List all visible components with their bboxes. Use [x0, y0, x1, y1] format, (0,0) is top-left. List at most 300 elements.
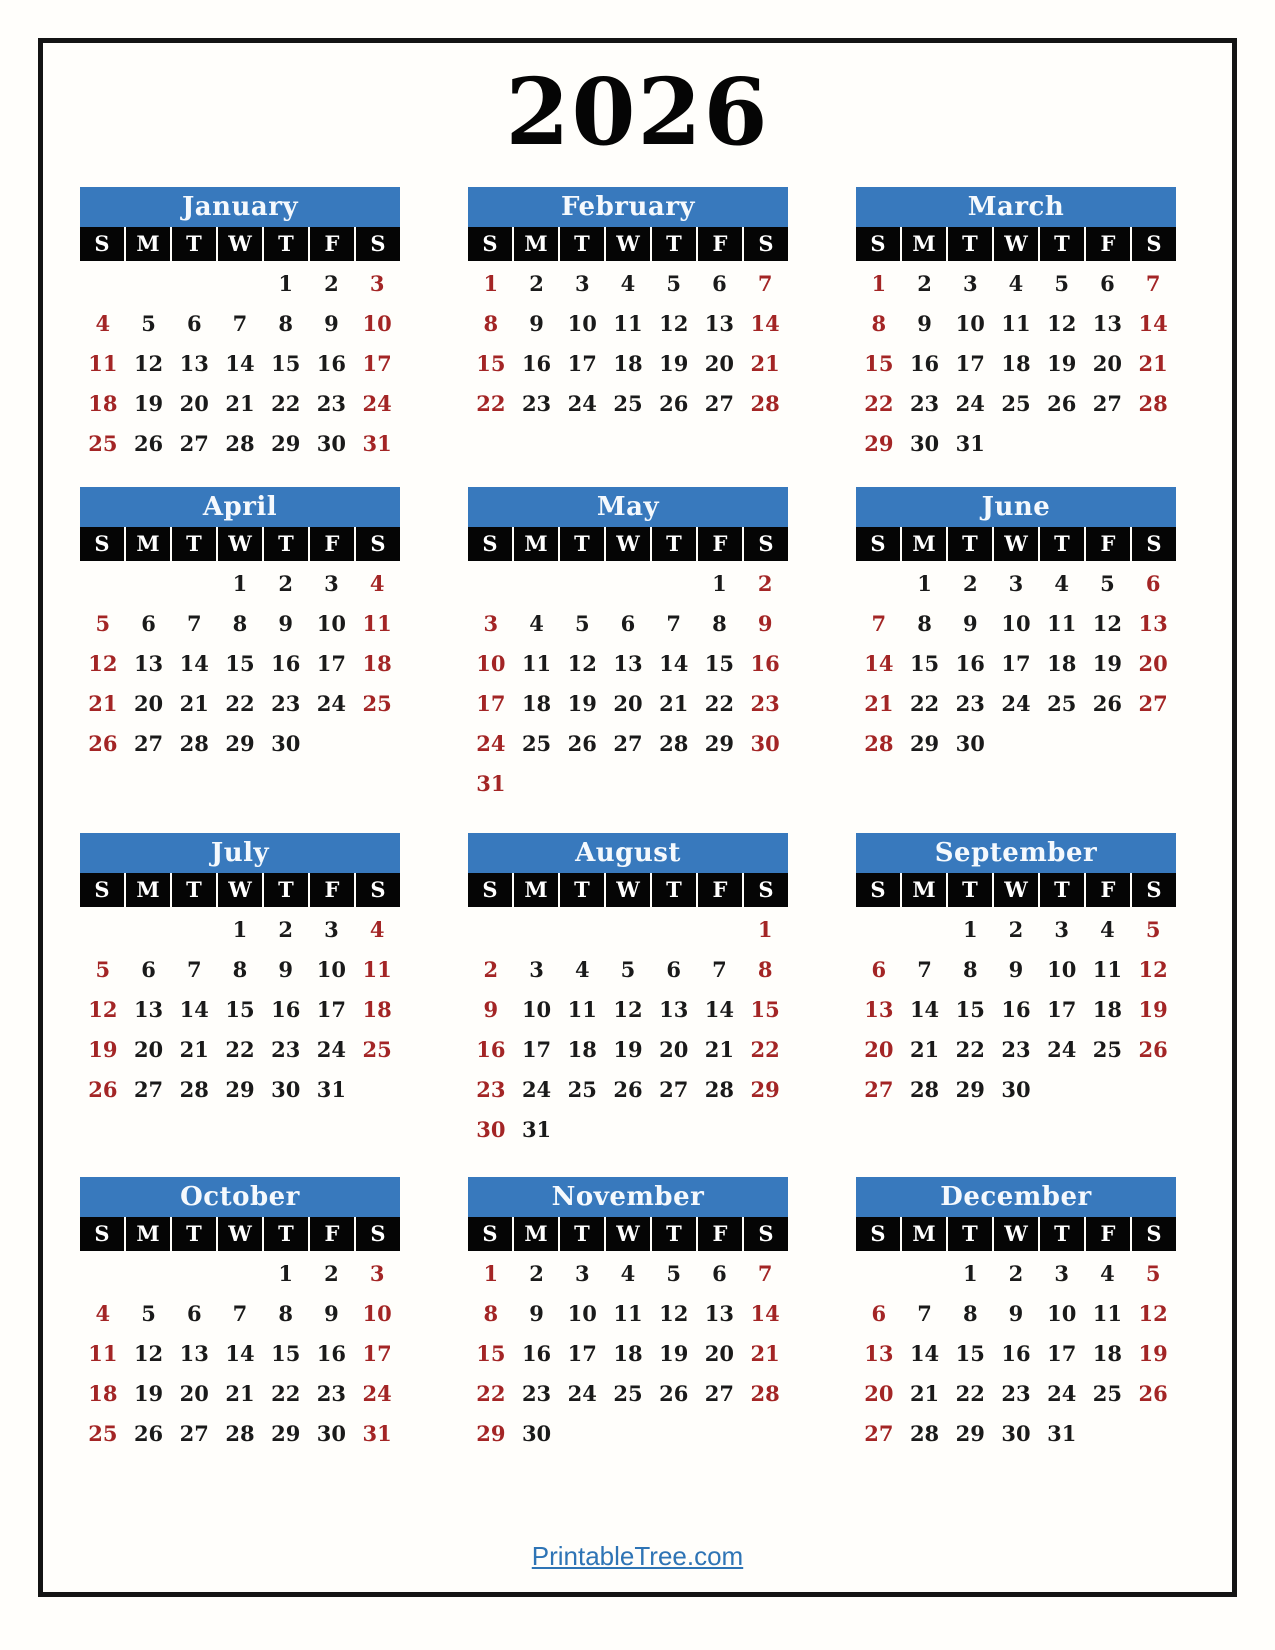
weekday-header-row: [80, 527, 400, 561]
day-cell: 17: [1047, 997, 1077, 1022]
day-cell: 18: [567, 1037, 597, 1062]
day-cell: 31: [521, 1117, 552, 1142]
day-cell: 22: [750, 1037, 780, 1062]
day-cell: 26: [567, 731, 597, 756]
weekday-label: T: [560, 873, 604, 907]
day-cell-empty: [559, 1414, 605, 1454]
day-cell: 31: [362, 431, 392, 456]
day-cell-empty: [514, 564, 560, 604]
days-grid: [468, 907, 788, 1150]
day-cell: 23: [1001, 1381, 1031, 1406]
day-cell-empty: [993, 724, 1039, 764]
day-cell: 11: [613, 311, 643, 336]
weekday-label: F: [1086, 873, 1130, 907]
day-cell: 18: [88, 391, 118, 416]
weekday-label: S: [356, 527, 400, 561]
day-cell: 10: [567, 311, 597, 336]
days-grid: [80, 261, 400, 464]
day-cell: 2: [324, 1261, 339, 1286]
day-cell: 13: [1092, 311, 1123, 336]
day-cell: 5: [620, 957, 636, 982]
day-cell: 9: [1008, 957, 1024, 982]
day-cell: 29: [271, 1421, 301, 1446]
day-cell: 11: [1001, 311, 1031, 336]
day-cell: 19: [567, 691, 597, 716]
day-cell-empty: [1039, 1070, 1085, 1110]
days-grid: [80, 907, 400, 1110]
day-cell: 15: [955, 1341, 985, 1366]
weekday-label: M: [126, 873, 170, 907]
day-cell: 25: [1092, 1381, 1123, 1406]
day-cell-empty: [309, 724, 355, 764]
day-cell: 28: [225, 431, 255, 456]
month-title: June: [856, 487, 1176, 527]
weekday-label: T: [652, 227, 696, 261]
day-cell: 30: [521, 1421, 552, 1446]
day-cell: 1: [917, 571, 932, 596]
day-cell: 4: [574, 957, 590, 982]
month-title: December: [856, 1177, 1176, 1217]
weekday-label: W: [218, 1217, 262, 1251]
day-cell: 9: [962, 611, 978, 636]
day-cell: 24: [955, 391, 985, 416]
day-cell: 18: [88, 1381, 118, 1406]
day-cell: 27: [704, 1381, 735, 1406]
day-cell: 31: [316, 1077, 347, 1102]
weekday-label: F: [310, 527, 354, 561]
weekday-label: S: [80, 873, 124, 907]
day-cell: 22: [271, 391, 301, 416]
day-cell: 5: [666, 271, 682, 296]
day-cell-empty: [1130, 1414, 1176, 1454]
month-september: [856, 833, 1176, 1110]
day-cell: 20: [864, 1381, 894, 1406]
day-cell: 31: [362, 1421, 392, 1446]
day-cell: 8: [712, 611, 727, 636]
weekday-label: M: [514, 873, 558, 907]
day-cell: 9: [1008, 1301, 1024, 1326]
day-cell: 19: [1138, 1341, 1168, 1366]
day-cell: 7: [666, 611, 682, 636]
day-cell: 17: [1047, 1341, 1077, 1366]
day-cell: 14: [864, 651, 894, 676]
day-cell: 28: [864, 731, 894, 756]
day-cell: 22: [864, 391, 894, 416]
month-february: [468, 187, 788, 424]
day-cell: 11: [1092, 957, 1123, 982]
day-cell: 29: [225, 1077, 255, 1102]
day-cell: 23: [316, 1381, 347, 1406]
day-cell: 12: [1138, 957, 1168, 982]
weekday-label: T: [560, 527, 604, 561]
day-cell: 25: [613, 391, 643, 416]
day-cell: 5: [666, 1261, 682, 1286]
month-january: [80, 187, 400, 464]
weekday-label: T: [264, 873, 308, 907]
day-cell: 30: [1001, 1421, 1031, 1446]
days-grid: [80, 561, 400, 764]
day-cell: 27: [179, 1421, 209, 1446]
day-cell: 17: [567, 1341, 597, 1366]
day-cell: 23: [955, 691, 985, 716]
weekday-label: S: [856, 1217, 900, 1251]
day-cell: 12: [133, 351, 164, 376]
day-cell: 2: [1008, 1261, 1024, 1286]
day-cell: 11: [88, 351, 118, 376]
day-cell-empty: [651, 910, 697, 950]
weekday-label: F: [310, 873, 354, 907]
day-cell: 21: [88, 691, 118, 716]
month-title: March: [856, 187, 1176, 227]
day-cell: 12: [88, 997, 118, 1022]
day-cell: 28: [179, 1077, 209, 1102]
day-cell-empty: [126, 1254, 172, 1294]
day-cell: 21: [225, 1381, 255, 1406]
month-march: [856, 187, 1176, 464]
day-cell: 23: [521, 391, 552, 416]
day-cell-empty: [605, 1414, 651, 1454]
month-title: February: [468, 187, 788, 227]
month-title: May: [468, 487, 788, 527]
day-cell: 9: [529, 1301, 544, 1326]
day-cell: 25: [1047, 691, 1077, 716]
weekday-label: W: [606, 1217, 650, 1251]
month-october: [80, 1177, 400, 1454]
day-cell: 13: [133, 651, 164, 676]
month-title: November: [468, 1177, 788, 1217]
day-cell: 3: [529, 957, 544, 982]
day-cell: 13: [704, 1301, 735, 1326]
day-cell: 24: [1001, 691, 1031, 716]
day-cell: 28: [225, 1421, 255, 1446]
day-cell-empty: [605, 1110, 651, 1150]
month-december: [856, 1177, 1176, 1454]
day-cell: 28: [1138, 391, 1168, 416]
day-cell-empty: [1085, 424, 1131, 464]
day-cell-empty: [856, 1254, 902, 1294]
day-cell: 20: [1138, 651, 1168, 676]
weekday-label: W: [994, 527, 1038, 561]
days-grid: [468, 261, 788, 424]
day-cell: 14: [909, 997, 940, 1022]
day-cell: 14: [750, 311, 780, 336]
day-cell: 29: [750, 1077, 780, 1102]
day-cell: 17: [316, 997, 347, 1022]
day-cell: 10: [1047, 1301, 1077, 1326]
day-cell: 11: [1047, 611, 1077, 636]
day-cell: 20: [133, 691, 164, 716]
weekday-label: S: [468, 873, 512, 907]
day-cell: 30: [316, 431, 347, 456]
day-cell: 19: [1092, 651, 1123, 676]
day-cell: 24: [316, 691, 347, 716]
day-cell: 26: [659, 1381, 689, 1406]
day-cell: 11: [521, 651, 552, 676]
day-cell: 4: [1008, 271, 1024, 296]
day-cell: 13: [659, 997, 689, 1022]
weekday-label: S: [1132, 527, 1176, 561]
day-cell: 17: [362, 351, 392, 376]
day-cell-empty: [605, 764, 651, 804]
day-cell: 21: [864, 691, 894, 716]
day-cell: 26: [1092, 691, 1123, 716]
day-cell: 26: [88, 1077, 118, 1102]
day-cell: 21: [179, 1037, 209, 1062]
day-cell: 14: [909, 1341, 940, 1366]
day-cell: 12: [659, 311, 689, 336]
weekday-label: T: [652, 873, 696, 907]
day-cell: 22: [704, 691, 735, 716]
day-cell: 25: [1001, 391, 1031, 416]
weekday-label: M: [514, 1217, 558, 1251]
weekday-header-row: [80, 227, 400, 261]
day-cell: 10: [521, 997, 552, 1022]
day-cell: 15: [476, 1341, 506, 1366]
day-cell-empty: [171, 910, 217, 950]
day-cell: 10: [316, 957, 347, 982]
month-may: [468, 487, 788, 804]
day-cell: 18: [1092, 997, 1123, 1022]
day-cell: 6: [1100, 271, 1115, 296]
day-cell: 22: [955, 1381, 985, 1406]
weekday-label: W: [994, 1217, 1038, 1251]
day-cell: 12: [659, 1301, 689, 1326]
day-cell: 4: [1054, 571, 1070, 596]
day-cell: 2: [483, 957, 499, 982]
weekday-label: M: [902, 873, 946, 907]
day-cell: 6: [712, 271, 727, 296]
weekday-label: F: [1086, 527, 1130, 561]
day-cell: 3: [369, 1261, 385, 1286]
day-cell: 24: [567, 1381, 597, 1406]
day-cell: 13: [613, 651, 643, 676]
day-cell: 15: [864, 351, 894, 376]
weekday-label: T: [172, 873, 216, 907]
day-cell: 4: [95, 1301, 111, 1326]
day-cell: 7: [757, 1261, 773, 1286]
day-cell: 27: [659, 1077, 689, 1102]
day-cell: 31: [1047, 1421, 1077, 1446]
weekday-label: S: [1132, 1217, 1176, 1251]
day-cell-empty: [902, 910, 948, 950]
day-cell: 13: [133, 997, 164, 1022]
day-cell: 15: [271, 351, 301, 376]
month-november: [468, 1177, 788, 1454]
day-cell: 15: [476, 351, 506, 376]
day-cell: 20: [613, 691, 643, 716]
day-cell: 4: [620, 271, 636, 296]
days-grid: [468, 561, 788, 804]
day-cell-empty: [1085, 1414, 1131, 1454]
weekday-label: T: [948, 527, 992, 561]
month-july: [80, 833, 400, 1110]
day-cell: 6: [141, 957, 156, 982]
day-cell: 22: [955, 1037, 985, 1062]
weekday-label: M: [902, 227, 946, 261]
day-cell: 5: [1100, 571, 1115, 596]
day-cell: 16: [271, 997, 301, 1022]
day-cell: 15: [225, 997, 255, 1022]
day-cell: 29: [704, 731, 735, 756]
day-cell: 18: [521, 691, 552, 716]
day-cell: 10: [476, 651, 506, 676]
day-cell-empty: [856, 564, 902, 604]
day-cell: 14: [225, 351, 255, 376]
day-cell: 20: [179, 1381, 209, 1406]
weekday-label: F: [698, 227, 742, 261]
day-cell: 10: [316, 611, 347, 636]
day-cell: 7: [232, 311, 248, 336]
day-cell: 30: [955, 731, 985, 756]
day-cell: 16: [316, 351, 347, 376]
day-cell: 28: [909, 1077, 940, 1102]
day-cell: 28: [909, 1421, 940, 1446]
day-cell: 17: [1001, 651, 1031, 676]
day-cell: 22: [225, 691, 255, 716]
day-cell: 16: [316, 1341, 347, 1366]
day-cell: 8: [278, 311, 294, 336]
weekday-label: T: [1040, 873, 1084, 907]
day-cell-empty: [171, 1254, 217, 1294]
day-cell: 30: [1001, 1077, 1031, 1102]
day-cell: 9: [757, 611, 773, 636]
day-cell: 8: [483, 311, 499, 336]
day-cell: 8: [962, 957, 978, 982]
day-cell: 13: [704, 311, 735, 336]
day-cell: 3: [1054, 1261, 1070, 1286]
day-cell-empty: [697, 910, 743, 950]
day-cell: 13: [864, 1341, 894, 1366]
day-cell: 3: [962, 271, 978, 296]
day-cell: 29: [271, 431, 301, 456]
day-cell: 29: [955, 1077, 985, 1102]
day-cell-empty: [217, 1254, 263, 1294]
weekday-header-row: [856, 1217, 1176, 1251]
day-cell: 30: [271, 1077, 301, 1102]
weekday-label: S: [856, 227, 900, 261]
weekday-label: T: [264, 527, 308, 561]
weekday-label: M: [126, 1217, 170, 1251]
weekday-label: M: [902, 527, 946, 561]
day-cell: 28: [750, 1381, 780, 1406]
day-cell: 3: [369, 271, 385, 296]
weekday-header-row: [856, 873, 1176, 907]
day-cell: 28: [704, 1077, 735, 1102]
weekday-label: T: [264, 1217, 308, 1251]
day-cell: 19: [659, 351, 689, 376]
day-cell-empty: [171, 564, 217, 604]
day-cell: 22: [909, 691, 940, 716]
day-cell: 6: [141, 611, 156, 636]
day-cell: 4: [369, 917, 385, 942]
weekday-label: F: [310, 227, 354, 261]
weekday-label: S: [1132, 873, 1176, 907]
day-cell: 14: [1138, 311, 1168, 336]
day-cell: 17: [567, 351, 597, 376]
day-cell: 5: [141, 311, 156, 336]
weekday-header-row: [468, 873, 788, 907]
day-cell-empty: [126, 910, 172, 950]
day-cell: 12: [133, 1341, 164, 1366]
day-cell: 24: [316, 1037, 347, 1062]
day-cell: 29: [955, 1421, 985, 1446]
day-cell: 10: [567, 1301, 597, 1326]
day-cell-empty: [80, 910, 126, 950]
day-cell: 1: [483, 1261, 499, 1286]
day-cell: 19: [1047, 351, 1077, 376]
day-cell-empty: [80, 564, 126, 604]
day-cell: 16: [1001, 1341, 1031, 1366]
day-cell: 10: [1047, 957, 1077, 982]
weekday-label: W: [606, 873, 650, 907]
weekday-label: T: [560, 1217, 604, 1251]
day-cell: 7: [917, 1301, 932, 1326]
day-cell-empty: [1085, 724, 1131, 764]
day-cell: 6: [186, 1301, 202, 1326]
day-cell: 7: [712, 957, 727, 982]
day-cell: 1: [871, 271, 887, 296]
day-cell: 27: [864, 1421, 894, 1446]
day-cell: 9: [278, 611, 294, 636]
weekday-header-row: [468, 1217, 788, 1251]
day-cell: 3: [574, 1261, 590, 1286]
day-cell: 23: [271, 1037, 301, 1062]
day-cell: 21: [750, 351, 780, 376]
day-cell-empty: [742, 764, 788, 804]
day-cell: 28: [659, 731, 689, 756]
day-cell: 26: [613, 1077, 643, 1102]
year-title: 2026: [505, 58, 770, 166]
day-cell-empty: [559, 564, 605, 604]
day-cell: 17: [316, 651, 347, 676]
day-cell: 27: [133, 731, 164, 756]
day-cell: 22: [271, 1381, 301, 1406]
day-cell-empty: [171, 264, 217, 304]
weekday-label: T: [948, 1217, 992, 1251]
day-cell: 23: [521, 1381, 552, 1406]
weekday-header-row: [468, 527, 788, 561]
day-cell: 21: [704, 1037, 735, 1062]
month-april: [80, 487, 400, 764]
weekday-label: F: [1086, 227, 1130, 261]
weekday-header-row: [468, 227, 788, 261]
day-cell: 4: [620, 1261, 636, 1286]
day-cell: 1: [962, 917, 978, 942]
day-cell: 1: [278, 1261, 294, 1286]
day-cell: 28: [179, 731, 209, 756]
day-cell: 9: [483, 997, 499, 1022]
day-cell: 13: [179, 1341, 209, 1366]
weekday-header-row: [856, 527, 1176, 561]
day-cell: 25: [362, 1037, 392, 1062]
day-cell: 23: [476, 1077, 506, 1102]
day-cell-empty: [1130, 1070, 1176, 1110]
day-cell: 16: [521, 1341, 552, 1366]
day-cell: 19: [133, 1381, 164, 1406]
day-cell: 16: [955, 651, 985, 676]
day-cell: 8: [871, 311, 887, 336]
footer-link[interactable]: PrintableTree.com: [531, 1541, 744, 1571]
day-cell: 6: [1145, 571, 1161, 596]
day-cell: 9: [278, 957, 294, 982]
days-grid: [468, 1251, 788, 1454]
day-cell: 23: [750, 691, 780, 716]
day-cell: 27: [864, 1077, 894, 1102]
day-cell: 14: [225, 1341, 255, 1366]
day-cell: 27: [133, 1077, 164, 1102]
day-cell: 5: [1145, 1261, 1161, 1286]
day-cell: 15: [955, 997, 985, 1022]
